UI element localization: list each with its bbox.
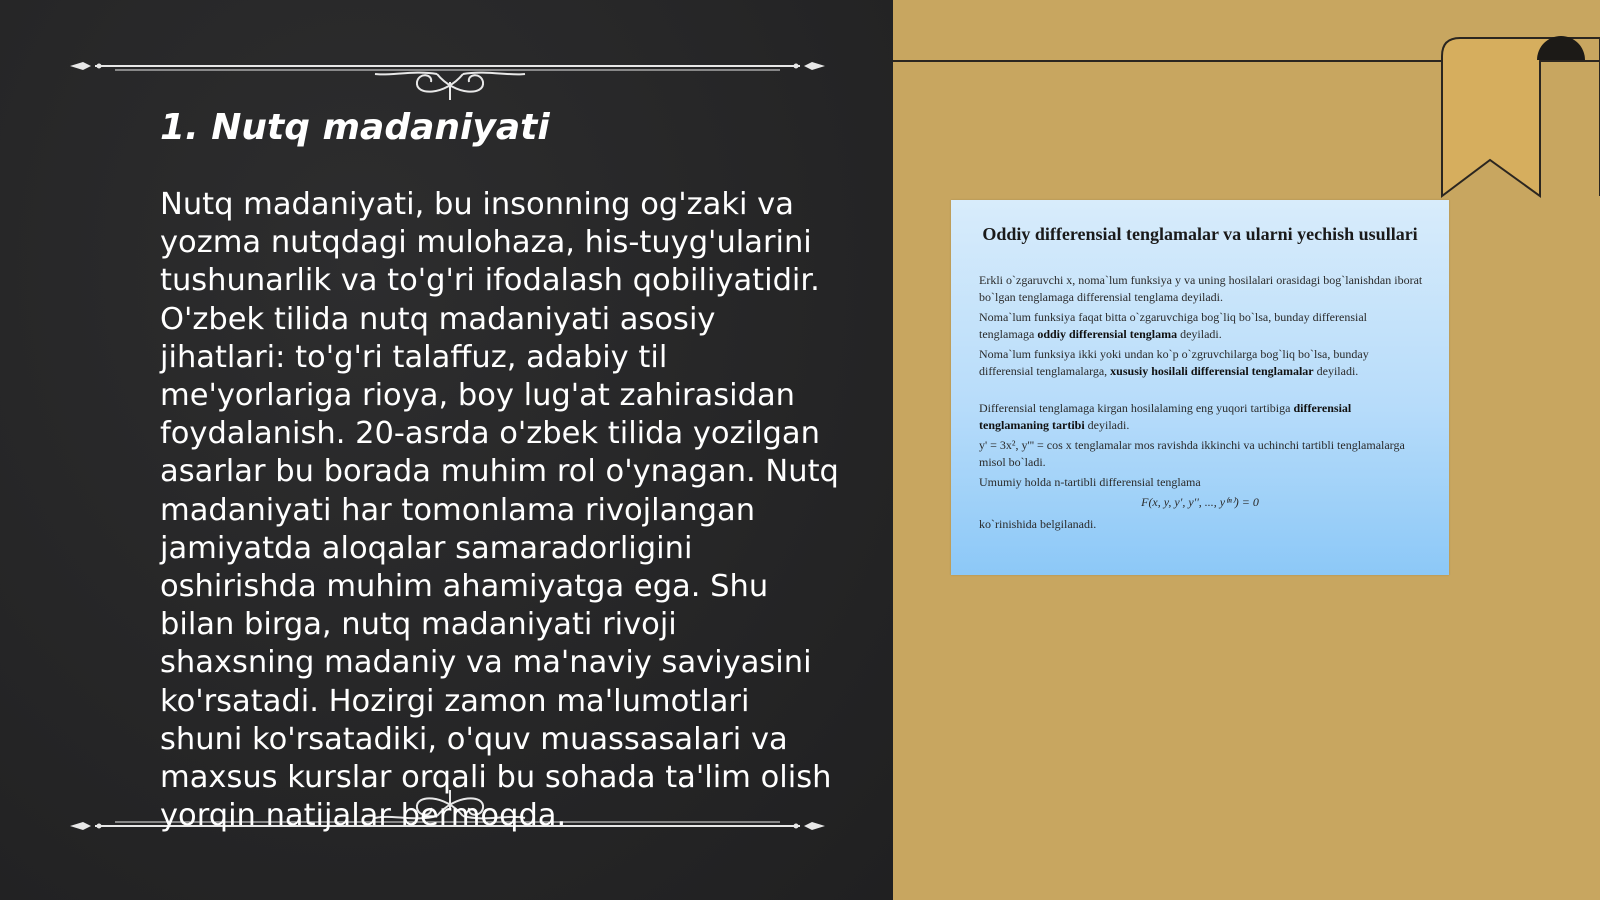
document-paragraph-3 xyxy=(979,346,1424,380)
slide-title: 1. Nutq madaniyati xyxy=(160,107,550,148)
document-paragraph-5: y' = 3x², y''' = cos x tenglamalar mos ravishda ikkinchi va uchinchi tartibli tenglamalarga misol bo`ladi. xyxy=(979,438,1405,469)
document-text: deyiladi. xyxy=(1313,364,1359,378)
document-term: xususiy hosilali differensial tenglamalar xyxy=(1110,364,1314,378)
bookmark-ribbon-icon xyxy=(1430,36,1600,201)
slide-body-text: Nutq madaniyati, bu insonning og'zaki va yozma nutqdagi mulohaza, his-tuyg'ularini tushunarlik va to'g'ri ifodalash qobiliyatidir. O'zbek tilida nutq madaniyati asosiy jihatlari: to'g'ri talaffuz, adabiy til me'yorlariga rioya, boy lug'at zahirasidan foydalanish. 20-asrda o'zbek tilida yozilgan asarlar bu borada muhim rol o'ynagan. Nutq madaniyati har tomonlama rivojlangan jamiyatda aloqalar samaradorligini oshirishda muhim ahamiyatga ega. Shu bilan birga, nutq madaniyati rivoji shaxsning madaniy va ma'naviy saviyasini ko'rsatadi. Hozirgi zamon ma'lumotlari shuni ko'rsatadiki, o'quv muassasalari va maxsus kurslar orqali bu sohada ta'lim olish yorqin natijalar bermoqda. xyxy=(160,187,839,834)
top-ornament-divider xyxy=(65,40,830,100)
document-term: differensial tenglamaning tartibi xyxy=(979,401,1352,432)
document-image xyxy=(951,200,1449,575)
document-paragraph-4 xyxy=(979,400,1424,434)
document-text: deyiladi. xyxy=(1084,418,1130,432)
document-text: Differensial tenglamaga kirgan hosilalaming eng yuqori tartibiga xyxy=(979,401,1294,415)
document-term: oddiy differensial tenglama xyxy=(1037,327,1178,341)
document-text: Noma`lum funksiya ikki yoki undan ko`p o`zgruvchilarga bog`liq bo`lsa, bunday differensial tenglamalarga, xyxy=(979,347,1369,378)
document-paragraph-6: Umumiy holda n-tartibli differensial tenglama xyxy=(979,475,1201,489)
document-title: Oddiy differensial tenglamalar va ularni yechish usullari xyxy=(982,224,1418,244)
document-paragraph-1: Erkli o`zgaruvchi x, noma`lum funksiya y va uning hosilalari orasidagi bog`lanishdan iborat bo`lgan tenglamaga differensial tenglama deyiladi. xyxy=(979,273,1423,304)
document-paragraph-7: ko`rinishida belgilanadi. xyxy=(979,517,1097,531)
document-paragraph-2 xyxy=(979,309,1424,343)
document-text: Noma`lum funksiya faqat bitta o`zgaruvchiga bog`liq bo`lsa, bunday differensial tenglamaga xyxy=(979,310,1367,341)
document-formula: F(x, y, y', y'', ..., y⁽ⁿ⁾) = 0 xyxy=(1141,495,1259,509)
document-text: deyiladi. xyxy=(1177,327,1222,341)
